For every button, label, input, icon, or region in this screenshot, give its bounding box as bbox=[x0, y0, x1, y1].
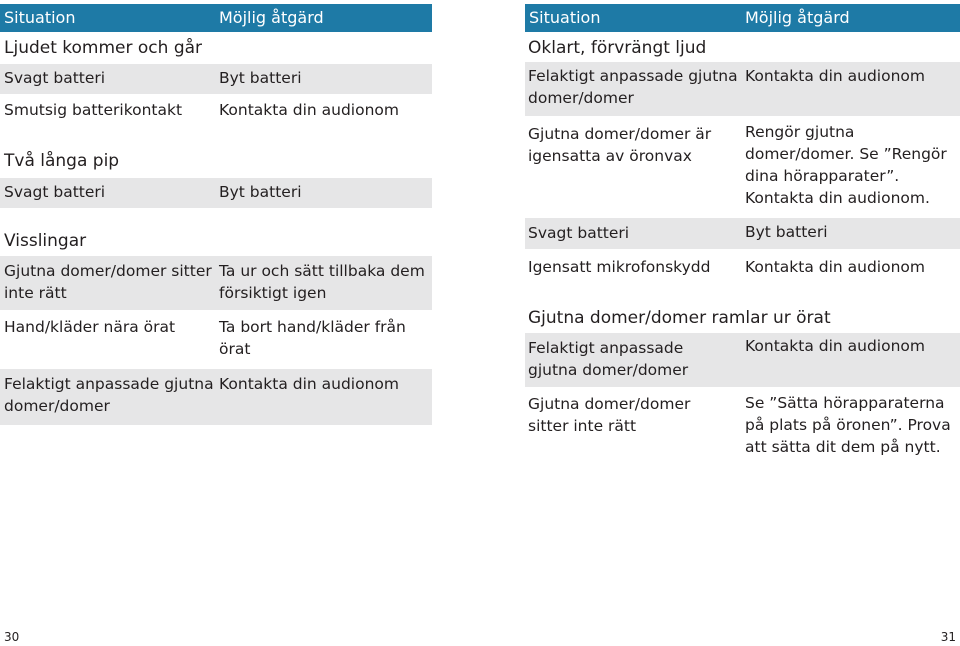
situation-cell: Svagt batteri bbox=[4, 183, 106, 201]
action-cell: Ta ur och sätt tillbaka dem försiktigt igen bbox=[219, 262, 425, 302]
page-number: 30 bbox=[4, 630, 20, 644]
header-situation: Situation bbox=[4, 8, 76, 27]
table-row bbox=[525, 252, 960, 284]
action-cell: Ta bort hand/kläder från örat bbox=[219, 318, 406, 358]
action-cell: Kontakta din audionom bbox=[219, 375, 400, 393]
table-row bbox=[525, 333, 960, 387]
action-cell: Kontakta din audionom bbox=[219, 101, 400, 119]
section-title: Två långa pip bbox=[4, 151, 120, 171]
situation-cell: Smutsig batterikontakt bbox=[4, 101, 183, 119]
action-cell: Byt batteri bbox=[219, 69, 302, 87]
action-cell: Byt batteri bbox=[219, 183, 302, 201]
section-title: Oklart, förvrängt ljud bbox=[528, 38, 707, 58]
action-cell: Kontakta din audionom bbox=[745, 337, 926, 355]
action-cell: Kontakta din audionom bbox=[745, 258, 926, 276]
situation-cell: Gjutna domer/domer sitter inte rätt bbox=[528, 395, 691, 435]
section-title: Gjutna domer/domer ramlar ur örat bbox=[528, 308, 831, 328]
situation-cell: Hand/kläder nära örat bbox=[4, 318, 176, 336]
action-cell: Kontakta din audionom bbox=[745, 67, 926, 85]
section-title: Visslingar bbox=[4, 231, 87, 251]
situation-cell: Felaktigt anpassade gjutna domer/domer bbox=[528, 67, 738, 107]
table-row bbox=[525, 62, 960, 116]
table-row bbox=[525, 218, 960, 249]
header-action: Möjlig åtgärd bbox=[219, 8, 324, 27]
table-row bbox=[0, 96, 432, 126]
action-cell: Byt batteri bbox=[745, 223, 828, 241]
table-row bbox=[525, 390, 960, 460]
table-row bbox=[0, 256, 432, 310]
table-header bbox=[0, 4, 432, 32]
situation-cell: Svagt batteri bbox=[4, 69, 106, 87]
action-cell: Se ”Sätta hörapparaterna på plats på öronen”. Prova att sätta dit dem på nytt. bbox=[745, 394, 951, 456]
situation-cell: Gjutna domer/domer är igensatta av öronvax bbox=[528, 125, 712, 165]
situation-cell: Felaktigt anpassade gjutna domer/domer bbox=[4, 375, 214, 415]
section-title: Ljudet kommer och går bbox=[4, 38, 203, 58]
table-row bbox=[525, 119, 960, 215]
table-row bbox=[0, 313, 432, 367]
table-row bbox=[0, 64, 432, 94]
page-number: 31 bbox=[940, 630, 956, 644]
situation-cell: Gjutna domer/domer sitter inte rätt bbox=[4, 262, 212, 302]
header-action: Möjlig åtgärd bbox=[745, 8, 850, 27]
situation-cell: Felaktigt anpassade gjutna domer/domer bbox=[528, 339, 689, 379]
action-cell: Rengör gjutna domer/domer. Se ”Rengör dina hörapparater”. Kontakta din audionom. bbox=[745, 123, 947, 207]
header-situation: Situation bbox=[529, 8, 601, 27]
table-row bbox=[0, 369, 432, 425]
table-row bbox=[0, 178, 432, 208]
situation-cell: Igensatt mikrofonskydd bbox=[528, 258, 711, 276]
table-header bbox=[525, 4, 960, 32]
situation-cell: Svagt batteri bbox=[528, 224, 630, 242]
